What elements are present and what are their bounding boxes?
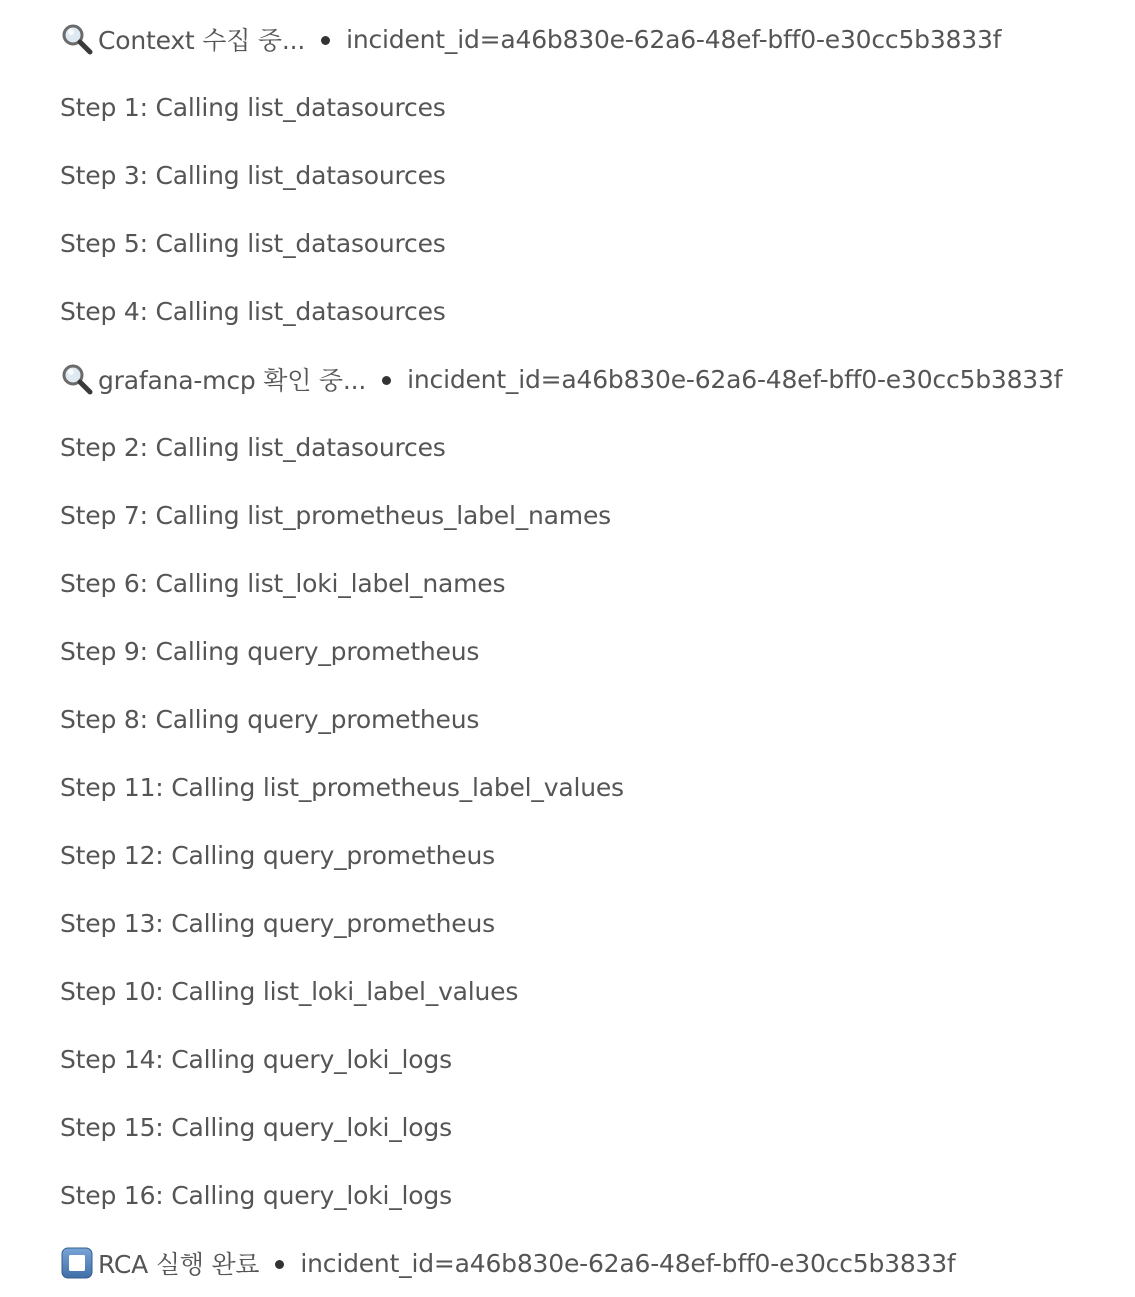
status-title: grafana-mcp 확인 중... <box>98 366 367 395</box>
step-line: Step 4: Calling list_datasources <box>60 296 446 326</box>
execution-log <box>60 0 1135 1297</box>
step-line: Step 11: Calling list_prometheus_label_values <box>60 772 624 802</box>
incident-id: incident_id=a46b830e-62a6-48ef-bff0-e30cc5b3833f <box>346 24 1002 54</box>
step-line: Step 2: Calling list_datasources <box>60 432 446 462</box>
step-line: Step 5: Calling list_datasources <box>60 228 446 258</box>
step-line: Step 15: Calling query_loki_logs <box>60 1112 452 1142</box>
step-line: Step 12: Calling query_prometheus <box>60 840 495 870</box>
status-title: Context 수집 중... <box>98 26 306 55</box>
step-line: Step 3: Calling list_datasources <box>60 160 446 190</box>
step-line: Step 8: Calling query_prometheus <box>60 704 480 734</box>
status-line-context <box>60 5 1135 73</box>
separator-dot <box>382 376 391 385</box>
step-line: Step 10: Calling list_loki_label_values <box>60 976 519 1006</box>
magnifier-icon <box>60 22 94 56</box>
incident-id: incident_id=a46b830e-62a6-48ef-bff0-e30cc5b3833f <box>300 1248 956 1278</box>
status-line-grafana-mcp <box>60 345 1135 413</box>
status-line-rca-complete <box>60 1229 1135 1297</box>
separator-dot <box>321 36 330 45</box>
step-line: Step 16: Calling query_loki_logs <box>60 1180 452 1210</box>
incident-id: incident_id=a46b830e-62a6-48ef-bff0-e30cc5b3833f <box>407 364 1063 394</box>
step-line: Step 6: Calling list_loki_label_names <box>60 568 506 598</box>
step-line: Step 13: Calling query_prometheus <box>60 908 495 938</box>
step-line: Step 7: Calling list_prometheus_label_names <box>60 500 611 530</box>
step-line: Step 9: Calling query_prometheus <box>60 636 480 666</box>
step-line: Step 1: Calling list_datasources <box>60 92 446 122</box>
separator-dot <box>275 1260 284 1269</box>
stop-square-icon <box>60 1246 94 1280</box>
step-line: Step 14: Calling query_loki_logs <box>60 1044 452 1074</box>
magnifier-icon <box>60 362 94 396</box>
status-title: RCA 실행 완료 <box>98 1250 260 1279</box>
